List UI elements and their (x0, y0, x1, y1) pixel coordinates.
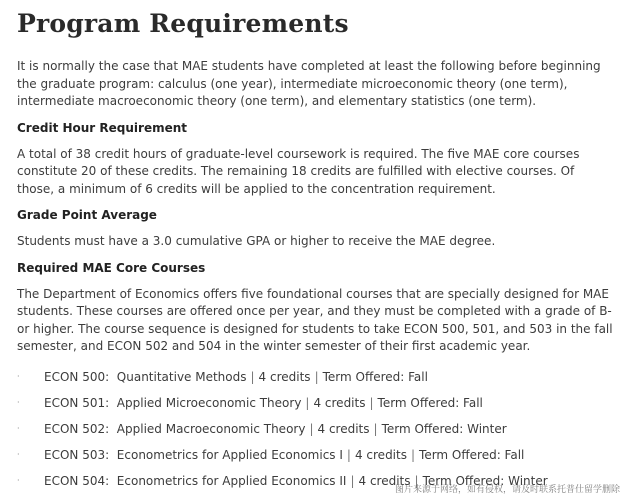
separator: | (346, 447, 351, 462)
separator: | (369, 395, 374, 410)
course-term: Term Offered: Fall (377, 395, 483, 410)
course-item (17, 442, 613, 468)
course-term: Term Offered: Fall (419, 447, 525, 462)
bullet-icon: · (17, 371, 20, 381)
course-term: Term Offered: Winter (381, 421, 507, 436)
course-code: ECON 501: (44, 395, 110, 410)
bullet-icon: · (17, 449, 20, 459)
section-heading: Grade Point Average (17, 208, 157, 222)
separator: | (309, 421, 314, 436)
course-code: ECON 503: (44, 447, 110, 462)
separator: | (250, 369, 255, 384)
page-title: Program Requirements (17, 9, 349, 38)
course-code: ECON 502: (44, 421, 110, 436)
separator: | (314, 369, 319, 384)
course-name: Applied Macroeconomic Theory (116, 421, 306, 436)
separator: | (350, 473, 355, 488)
program-requirements-page (17, 6, 613, 494)
watermark-text: 图片来源于网络，如有侵权，请及时联系托普仕留学删除 (394, 485, 620, 495)
course-name: Applied Microeconomic Theory (116, 395, 302, 410)
course-term: Term Offered: Fall (322, 369, 428, 384)
course-credits: 4 credits (258, 369, 311, 384)
course-code: ECON 500: (44, 369, 110, 384)
course-list (17, 364, 613, 494)
separator: | (410, 447, 416, 462)
course-name: Econometrics for Applied Economics I (116, 447, 343, 462)
course-item (17, 364, 613, 390)
separator: | (305, 395, 310, 410)
course-item (17, 390, 613, 416)
bullet-icon: · (17, 423, 20, 433)
course-term: Term Offered: Winter (422, 473, 548, 488)
section-heading: Credit Hour Requirement (17, 120, 188, 135)
course-credits: 4 credits (317, 421, 370, 436)
bullet-icon: · (17, 397, 20, 407)
section-gpa (17, 207, 613, 251)
course-name: Quantitative Methods (116, 369, 247, 384)
section-body: The Department of Economics offers five foundational courses that are specially designed for MAE students. These courses are offered once per year, and they must be completed with a grade of B- or higher. The course sequence is designed for students to take ECON 500, 501, and 503 in the fall semester, and ECON 502 and 504 in the winter semester of their first academic year. (17, 286, 613, 353)
section-body: A total of 38 credit hours of graduate-level coursework is required. The five MAE core courses constitute 20 of these credits. The remaining 18 credits are fulfilled with elective courses. Of those, a minimum of 6 credits will be applied to the concentration requirement. (17, 146, 580, 196)
section-body: Students must have a 3.0 cumulative GPA or higher to receive the MAE degree. (17, 234, 496, 248)
course-code: ECON 504: (44, 473, 110, 488)
separator: | (373, 421, 378, 436)
section-credit-hours (17, 120, 613, 199)
course-credits: 4 credits (358, 473, 411, 488)
course-credits: 4 credits (354, 447, 407, 462)
course-item (17, 416, 613, 442)
section-core-courses (17, 260, 613, 356)
section-heading: Required MAE Core Courses (17, 260, 206, 275)
course-name: Econometrics for Applied Economics II (116, 473, 347, 488)
intro-paragraph: It is normally the case that MAE students have completed at least the following before beginning the graduate program: calculus (one year), intermediate microeconomic theory (one term), intermediate macroeconomic theory (one term), and elementary statistics (one term). (17, 59, 601, 108)
bullet-icon: · (17, 475, 20, 485)
course-credits: 4 credits (313, 395, 366, 410)
separator: | (414, 473, 419, 488)
